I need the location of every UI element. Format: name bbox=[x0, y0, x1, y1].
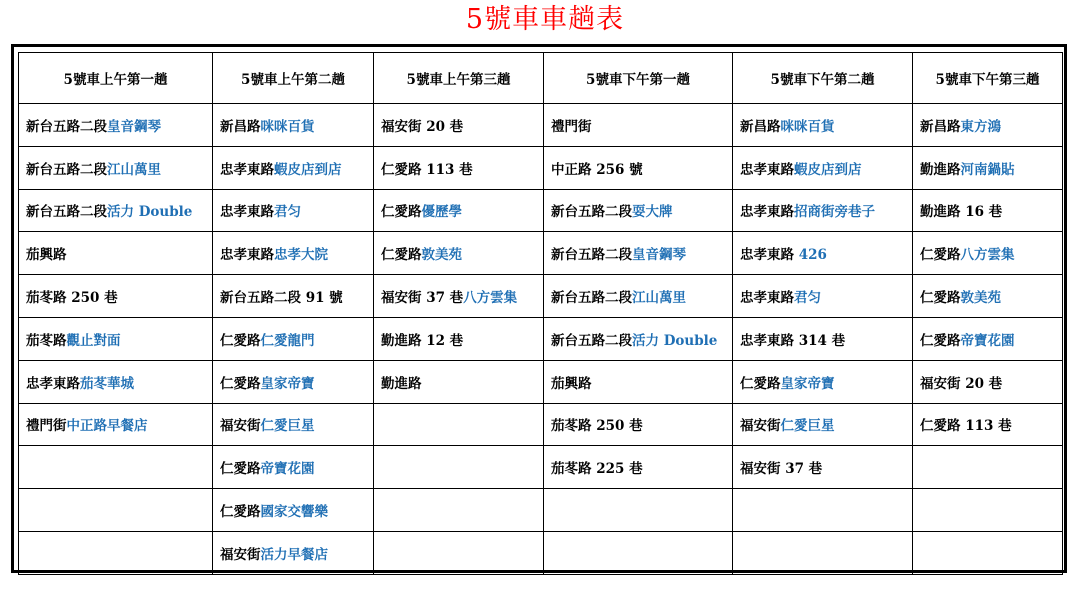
landmark-name: 優歷學 bbox=[421, 204, 462, 221]
street-name: 勤進路 12 巷 bbox=[381, 332, 464, 349]
street-name: 新昌路 bbox=[740, 118, 781, 135]
stop-cell bbox=[213, 146, 374, 189]
table-row bbox=[19, 446, 1063, 489]
column-header: 5號車上午第二趟 bbox=[213, 53, 374, 104]
stop-cell bbox=[733, 403, 913, 446]
column-header: 5號車下午第二趟 bbox=[733, 53, 913, 104]
table-row bbox=[19, 360, 1063, 403]
table-row bbox=[19, 146, 1063, 189]
street-name: 勤進路 bbox=[920, 161, 961, 178]
landmark-name: 東方鴻 bbox=[960, 118, 1001, 135]
street-name: 福安街 37 巷 bbox=[740, 461, 823, 478]
street-name: 福安街 bbox=[220, 546, 261, 563]
stop-cell bbox=[544, 531, 733, 574]
stop-cell bbox=[544, 317, 733, 360]
stop-cell bbox=[913, 104, 1063, 147]
stop-cell bbox=[544, 403, 733, 446]
stop-cell bbox=[913, 489, 1063, 532]
stop-cell bbox=[374, 531, 544, 574]
street-name: 茄興路 bbox=[26, 247, 67, 264]
street-name: 仁愛路 bbox=[220, 461, 261, 478]
street-name: 仁愛路 bbox=[220, 504, 261, 521]
street-name: 福安街 37 巷 bbox=[381, 290, 464, 307]
landmark-name: 國家交響樂 bbox=[260, 504, 328, 521]
stop-cell bbox=[544, 189, 733, 232]
landmark-name: 君匀 bbox=[274, 204, 301, 221]
stop-cell bbox=[19, 275, 213, 318]
street-name: 新昌路 bbox=[220, 118, 261, 135]
stop-cell bbox=[544, 446, 733, 489]
stop-cell bbox=[374, 489, 544, 532]
landmark-name: 河南鍋貼 bbox=[960, 161, 1015, 178]
stop-cell bbox=[544, 232, 733, 275]
stop-cell bbox=[733, 317, 913, 360]
stop-cell bbox=[374, 317, 544, 360]
table-row bbox=[19, 275, 1063, 318]
street-name: 仁愛路 bbox=[920, 290, 961, 307]
stop-cell bbox=[374, 360, 544, 403]
landmark-name: 活力早餐店 bbox=[260, 546, 328, 563]
stop-cell bbox=[213, 489, 374, 532]
landmark-name: 仁愛龍門 bbox=[260, 332, 315, 349]
landmark-name: 招商街旁巷子 bbox=[794, 204, 875, 221]
table-row bbox=[19, 531, 1063, 574]
street-name: 勤進路 16 巷 bbox=[920, 204, 1003, 221]
street-name: 忠孝東路 bbox=[26, 375, 80, 392]
street-name: 仁愛路 bbox=[920, 247, 961, 264]
street-name: 仁愛路 bbox=[381, 247, 422, 264]
landmark-name: 皇家帝寶 bbox=[780, 375, 835, 392]
landmark-name: 仁愛巨星 bbox=[780, 418, 835, 435]
street-name: 新昌路 bbox=[920, 118, 961, 135]
stop-cell bbox=[374, 232, 544, 275]
stop-cell bbox=[544, 146, 733, 189]
landmark-name: 皇音鋼琴 bbox=[632, 247, 686, 264]
landmark-name: 忠孝大院 bbox=[274, 247, 328, 264]
stop-cell bbox=[733, 146, 913, 189]
stop-cell bbox=[213, 104, 374, 147]
street-name: 仁愛路 bbox=[920, 332, 961, 349]
column-header: 5號車上午第三趟 bbox=[374, 53, 544, 104]
landmark-name: 中正路早餐店 bbox=[66, 418, 148, 435]
table-row bbox=[19, 232, 1063, 275]
column-header: 5號車下午第三趟 bbox=[913, 53, 1063, 104]
landmark-name: 耍大牌 bbox=[632, 204, 673, 221]
street-name: 勤進路 bbox=[381, 375, 422, 392]
landmark-name: 帝寶花園 bbox=[260, 461, 315, 478]
landmark-name: 426 bbox=[798, 247, 827, 264]
street-name: 新台五路二段 bbox=[551, 247, 632, 264]
stop-cell bbox=[913, 146, 1063, 189]
street-name: 新台五路二段 bbox=[551, 332, 632, 349]
stop-cell bbox=[913, 275, 1063, 318]
landmark-name: 咪咪百貨 bbox=[260, 118, 315, 135]
street-name: 禮門街 bbox=[26, 418, 67, 435]
schedule-frame bbox=[11, 44, 1067, 573]
stop-cell bbox=[213, 446, 374, 489]
stop-cell bbox=[374, 146, 544, 189]
stop-cell bbox=[913, 403, 1063, 446]
street-name: 忠孝東路 bbox=[220, 247, 274, 264]
street-name: 茄興路 bbox=[551, 375, 592, 392]
street-name: 福安街 bbox=[740, 418, 781, 435]
stop-cell bbox=[544, 104, 733, 147]
table-row bbox=[19, 489, 1063, 532]
street-name: 仁愛路 bbox=[740, 375, 781, 392]
landmark-name: 咪咪百貨 bbox=[780, 118, 835, 135]
street-name: 福安街 20 巷 bbox=[381, 118, 464, 135]
stop-cell bbox=[374, 189, 544, 232]
stop-cell bbox=[19, 489, 213, 532]
landmark-name: 八方雲集 bbox=[463, 290, 518, 307]
table-body bbox=[19, 104, 1063, 575]
schedule-table bbox=[18, 52, 1063, 575]
stop-cell bbox=[19, 104, 213, 147]
street-name: 中正路 256 號 bbox=[551, 161, 643, 178]
stop-cell bbox=[544, 275, 733, 318]
landmark-name: 帝寶花園 bbox=[960, 332, 1015, 349]
page-title: 5號車車趟表 bbox=[465, 4, 625, 35]
landmark-name: 活力 Double bbox=[107, 204, 193, 221]
stop-cell bbox=[19, 146, 213, 189]
stop-cell bbox=[213, 275, 374, 318]
stop-cell bbox=[733, 104, 913, 147]
street-name: 忠孝東路 bbox=[740, 161, 794, 178]
stop-cell bbox=[913, 531, 1063, 574]
landmark-name: 敦美苑 bbox=[960, 290, 1001, 307]
table-row bbox=[19, 189, 1063, 232]
stop-cell bbox=[913, 317, 1063, 360]
street-name: 禮門街 bbox=[551, 118, 592, 135]
stop-cell bbox=[733, 189, 913, 232]
stop-cell bbox=[374, 403, 544, 446]
landmark-name: 敦美苑 bbox=[421, 247, 462, 264]
street-name: 新台五路二段 bbox=[551, 204, 632, 221]
street-name: 新台五路二段 bbox=[551, 290, 632, 307]
street-name: 忠孝東路 bbox=[740, 290, 794, 307]
stop-cell bbox=[733, 489, 913, 532]
stop-cell bbox=[19, 446, 213, 489]
street-name: 忠孝東路 314 巷 bbox=[740, 332, 846, 349]
street-name: 茄苳路 225 巷 bbox=[551, 461, 643, 478]
stop-cell bbox=[213, 317, 374, 360]
landmark-name: 皇家帝寶 bbox=[260, 375, 315, 392]
stop-cell bbox=[913, 446, 1063, 489]
stop-cell bbox=[19, 531, 213, 574]
street-name: 忠孝東路 bbox=[220, 161, 274, 178]
landmark-name: 蝦皮店到店 bbox=[274, 161, 342, 178]
column-header: 5號車上午第一趟 bbox=[19, 53, 213, 104]
street-name: 忠孝東路 bbox=[220, 204, 274, 221]
stop-cell bbox=[213, 232, 374, 275]
stop-cell bbox=[913, 360, 1063, 403]
stop-cell bbox=[913, 189, 1063, 232]
landmark-name: 茄苳華城 bbox=[80, 375, 134, 392]
stop-cell bbox=[19, 360, 213, 403]
street-name: 新台五路二段 bbox=[26, 118, 107, 135]
table-row bbox=[19, 104, 1063, 147]
stop-cell bbox=[733, 360, 913, 403]
stop-cell bbox=[544, 489, 733, 532]
street-name: 仁愛路 bbox=[220, 332, 261, 349]
street-name: 新台五路二段 91 號 bbox=[220, 290, 343, 307]
street-name: 茄苳路 250 巷 bbox=[26, 290, 118, 307]
landmark-name: 江山萬里 bbox=[107, 161, 161, 178]
stop-cell bbox=[213, 360, 374, 403]
landmark-name: 君匀 bbox=[794, 290, 821, 307]
landmark-name: 八方雲集 bbox=[960, 247, 1015, 264]
street-name: 茄苳路 bbox=[26, 332, 67, 349]
stop-cell bbox=[213, 403, 374, 446]
landmark-name: 仁愛巨星 bbox=[260, 418, 315, 435]
street-name: 仁愛路 bbox=[381, 204, 422, 221]
header-row bbox=[19, 53, 1063, 104]
landmark-name: 活力 Double bbox=[632, 332, 718, 349]
stop-cell bbox=[374, 446, 544, 489]
stop-cell bbox=[913, 232, 1063, 275]
street-name: 仁愛路 bbox=[220, 375, 261, 392]
landmark-name: 蝦皮店到店 bbox=[794, 161, 862, 178]
stop-cell bbox=[544, 360, 733, 403]
stop-cell bbox=[374, 275, 544, 318]
stop-cell bbox=[733, 531, 913, 574]
street-name: 忠孝東路 bbox=[740, 247, 799, 264]
street-name: 仁愛路 113 巷 bbox=[381, 161, 473, 178]
stop-cell bbox=[213, 189, 374, 232]
stop-cell bbox=[733, 232, 913, 275]
street-name: 新台五路二段 bbox=[26, 204, 107, 221]
stop-cell bbox=[19, 403, 213, 446]
landmark-name: 觀止對面 bbox=[66, 332, 121, 349]
stop-cell bbox=[213, 531, 374, 574]
column-header: 5號車下午第一趟 bbox=[544, 53, 733, 104]
table-row bbox=[19, 317, 1063, 360]
street-name: 仁愛路 113 巷 bbox=[920, 418, 1012, 435]
stop-cell bbox=[733, 275, 913, 318]
street-name: 新台五路二段 bbox=[26, 161, 107, 178]
stop-cell bbox=[19, 232, 213, 275]
table-row bbox=[19, 403, 1063, 446]
landmark-name: 皇音鋼琴 bbox=[107, 118, 161, 135]
stop-cell bbox=[733, 446, 913, 489]
landmark-name: 江山萬里 bbox=[632, 290, 686, 307]
stop-cell bbox=[374, 104, 544, 147]
stop-cell bbox=[19, 317, 213, 360]
street-name: 忠孝東路 bbox=[740, 204, 794, 221]
street-name: 福安街 20 巷 bbox=[920, 375, 1003, 392]
stop-cell bbox=[19, 189, 213, 232]
street-name: 福安街 bbox=[220, 418, 261, 435]
street-name: 茄苳路 250 巷 bbox=[551, 418, 643, 435]
